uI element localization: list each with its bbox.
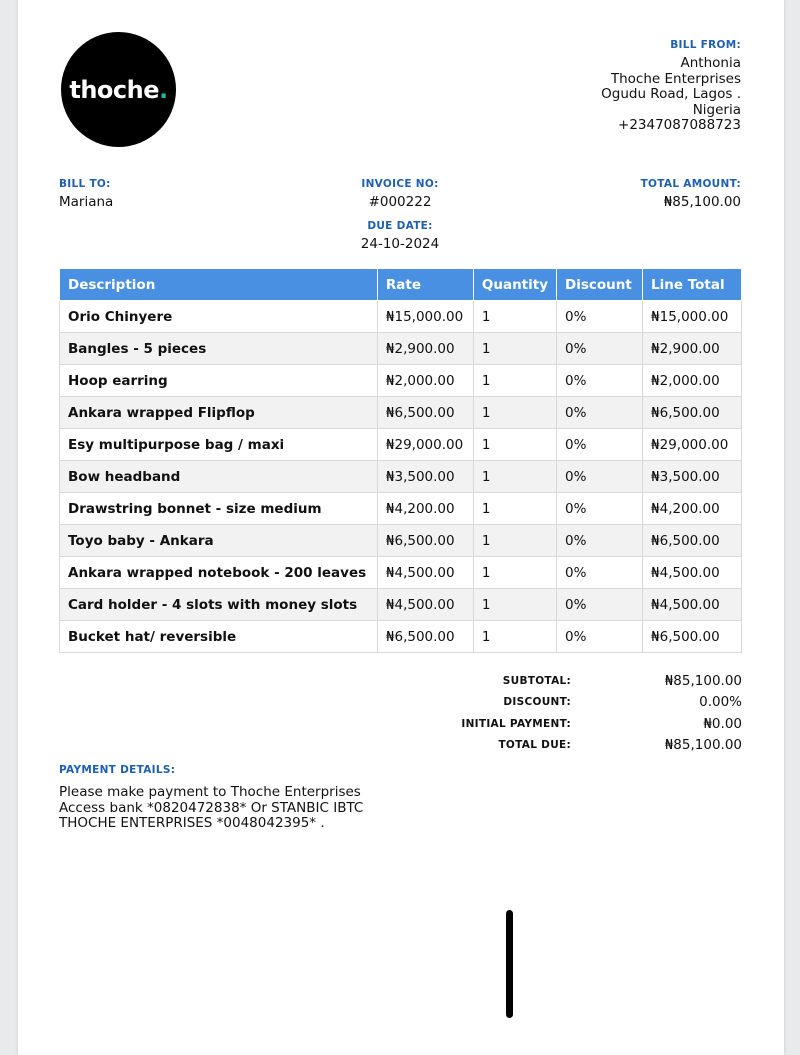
cell-description: Orio Chinyere — [60, 301, 378, 333]
discount-label: DISCOUNT: — [503, 696, 571, 709]
cell-discount: 0% — [557, 301, 643, 333]
header-quantity: Quantity — [473, 269, 556, 301]
table-row — [60, 333, 742, 365]
cell-rate: ₦6,500.00 — [377, 525, 473, 557]
table-row — [60, 397, 742, 429]
header-line-total: Line Total — [643, 269, 742, 301]
total-due-value: ₦85,100.00 — [664, 737, 742, 754]
cell-quantity: 1 — [473, 493, 556, 525]
initial-payment-label: INITIAL PAYMENT: — [461, 717, 571, 730]
cell-discount: 0% — [557, 557, 643, 589]
header-description: Description — [60, 269, 378, 301]
bill-to-label: BILL TO: — [59, 178, 111, 190]
cell-rate: ₦4,200.00 — [377, 493, 473, 525]
payment-line-2: Access bank *0820472838* Or STANBIC IBTC — [59, 799, 364, 816]
cell-description: Toyo baby - Ankara — [60, 525, 378, 557]
table-row — [60, 429, 742, 461]
cell-line-total: ₦6,500.00 — [643, 525, 742, 557]
total-amount-value: ₦85,100.00 — [663, 194, 741, 210]
table-header-row — [60, 269, 742, 301]
total-due-row — [440, 735, 742, 757]
cell-discount: 0% — [557, 397, 643, 429]
cell-discount: 0% — [557, 333, 643, 365]
cell-description: Hoop earring — [60, 365, 378, 397]
cell-line-total: ₦4,500.00 — [643, 557, 742, 589]
invoice-number-label: INVOICE NO: — [361, 178, 439, 190]
table-row — [60, 589, 742, 621]
bill-to-value: Mariana — [59, 194, 114, 210]
table-row — [60, 557, 742, 589]
cell-discount: 0% — [557, 493, 643, 525]
invoice-number-value: #000222 — [368, 194, 432, 210]
table-row — [60, 301, 742, 333]
cell-discount: 0% — [557, 525, 643, 557]
total-due-label: TOTAL DUE: — [498, 739, 571, 752]
cell-line-total: ₦6,500.00 — [643, 621, 742, 653]
payment-line-1: Please make payment to Thoche Enterprises — [59, 784, 361, 800]
cell-line-total: ₦3,500.00 — [643, 461, 742, 493]
invoice-number-block — [360, 178, 440, 210]
company-logo — [61, 32, 176, 147]
cell-line-total: ₦4,500.00 — [643, 589, 742, 621]
cell-description: Bucket hat/ reversible — [60, 621, 378, 653]
total-amount-block — [641, 178, 741, 210]
cell-discount: 0% — [557, 461, 643, 493]
logo-text — [69, 76, 167, 104]
cell-quantity: 1 — [473, 429, 556, 461]
cell-quantity: 1 — [473, 365, 556, 397]
cell-quantity: 1 — [473, 525, 556, 557]
logo-word: thoche — [69, 75, 159, 104]
cell-rate: ₦6,500.00 — [377, 397, 473, 429]
due-date-label: DUE DATE: — [367, 220, 433, 232]
cell-line-total: ₦29,000.00 — [643, 429, 742, 461]
cell-quantity: 1 — [473, 301, 556, 333]
cell-quantity: 1 — [473, 333, 556, 365]
cell-line-total: ₦15,000.00 — [643, 301, 742, 333]
cell-line-total: ₦6,500.00 — [643, 397, 742, 429]
cell-description: Drawstring bonnet - size medium — [60, 493, 378, 525]
logo-dot: . — [159, 75, 168, 104]
discount-row — [440, 692, 742, 714]
initial-payment-row — [440, 713, 742, 735]
header-discount: Discount — [557, 269, 643, 301]
cell-quantity: 1 — [473, 589, 556, 621]
subtotal-value: ₦85,100.00 — [664, 672, 742, 689]
subtotal-row — [440, 670, 742, 692]
bill-to-block — [59, 178, 113, 210]
bill-from-country: Nigeria — [692, 101, 741, 118]
cell-discount: 0% — [557, 429, 643, 461]
line-items-table — [59, 268, 742, 653]
table-row — [60, 365, 742, 397]
bill-from-phone: +2347087088723 — [618, 117, 741, 133]
total-amount-label: TOTAL AMOUNT: — [640, 178, 741, 190]
cell-discount: 0% — [557, 365, 643, 397]
cell-rate: ₦15,000.00 — [377, 301, 473, 333]
header-rate: Rate — [377, 269, 473, 301]
cell-rate: ₦4,500.00 — [377, 589, 473, 621]
cell-description: Bangles - 5 pieces — [60, 333, 378, 365]
cell-rate: ₦2,900.00 — [377, 333, 473, 365]
cell-description: Card holder - 4 slots with money slots — [60, 589, 378, 621]
cell-quantity: 1 — [473, 557, 556, 589]
cell-quantity: 1 — [473, 397, 556, 429]
cell-description: Ankara wrapped notebook - 200 leaves — [60, 557, 378, 589]
cell-line-total: ₦2,000.00 — [643, 365, 742, 397]
cell-rate: ₦29,000.00 — [377, 429, 473, 461]
cell-rate: ₦3,500.00 — [377, 461, 473, 493]
table-row — [60, 525, 742, 557]
cell-line-total: ₦2,900.00 — [643, 333, 742, 365]
initial-payment-value: ₦0.00 — [703, 715, 742, 732]
cell-rate: ₦6,500.00 — [377, 621, 473, 653]
cell-description: Esy multipurpose bag / maxi — [60, 429, 378, 461]
table-row — [60, 493, 742, 525]
table-row — [60, 461, 742, 493]
cell-description: Bow headband — [60, 461, 378, 493]
subtotal-label: SUBTOTAL: — [502, 674, 571, 687]
cell-quantity: 1 — [473, 461, 556, 493]
cell-line-total: ₦4,200.00 — [643, 493, 742, 525]
due-date-block — [340, 220, 460, 252]
bill-from-label: BILL FROM: — [670, 39, 741, 51]
cell-discount: 0% — [557, 589, 643, 621]
payment-details-label: PAYMENT DETAILS: — [59, 764, 176, 776]
payment-details-block — [59, 764, 479, 832]
cell-description: Ankara wrapped Flipflop — [60, 397, 378, 429]
cell-rate: ₦2,000.00 — [377, 365, 473, 397]
totals-summary — [440, 670, 742, 756]
cell-discount: 0% — [557, 621, 643, 653]
cell-quantity: 1 — [473, 621, 556, 653]
payment-line-3: THOCHE ENTERPRISES *0048042395* . — [59, 815, 325, 831]
bill-from-address: Ogudu Road, Lagos . — [601, 86, 741, 102]
bill-from-company: Thoche Enterprises — [610, 70, 741, 87]
bill-from-name: Anthonia — [680, 55, 741, 71]
table-row — [60, 621, 742, 653]
cell-rate: ₦4,500.00 — [377, 557, 473, 589]
discount-value: 0.00% — [699, 694, 742, 711]
bill-from-block — [601, 39, 741, 134]
text-cursor-mark — [506, 910, 513, 1018]
due-date-value: 24-10-2024 — [360, 236, 440, 252]
